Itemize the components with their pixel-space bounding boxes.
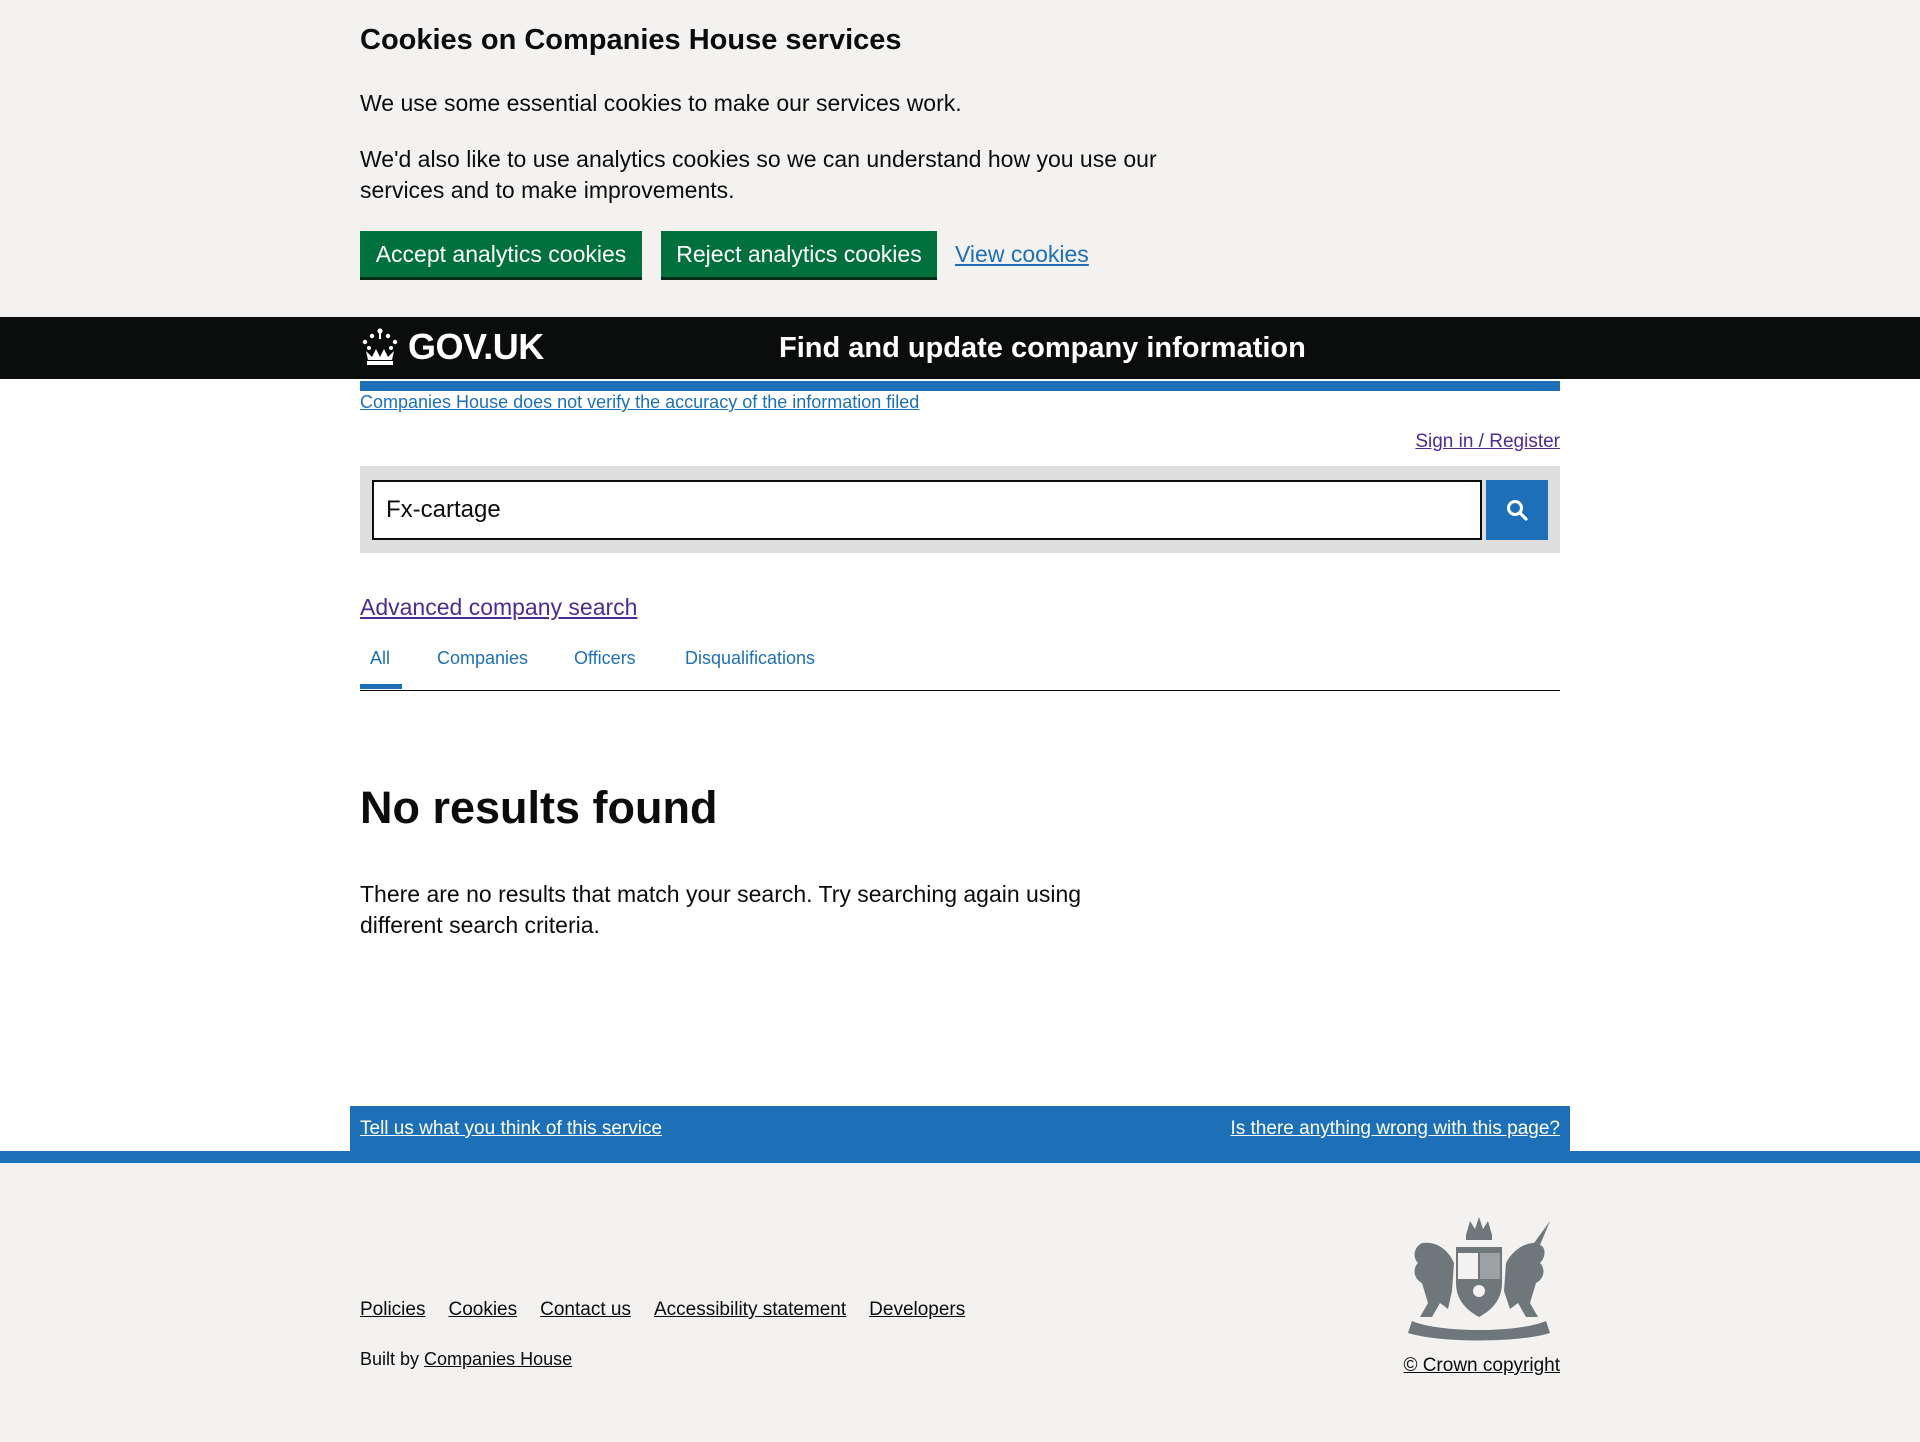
site-footer bbox=[0, 1163, 1920, 1442]
search-input[interactable] bbox=[372, 480, 1482, 540]
accuracy-disclaimer-link[interactable]: Companies House does not verify the accuracy of the information filed bbox=[360, 392, 920, 412]
tab-companies[interactable]: Companies bbox=[437, 648, 529, 668]
sign-in-register-link[interactable]: Sign in / Register bbox=[1415, 431, 1560, 452]
service-name-link[interactable]: Find and update company information bbox=[779, 332, 1306, 364]
footer-link-contact-us[interactable]: Contact us bbox=[540, 1299, 631, 1320]
crown-icon bbox=[360, 327, 400, 367]
govuk-logo-text: GOV.UK bbox=[408, 326, 544, 367]
royal-crest-icon bbox=[1400, 1213, 1558, 1343]
companies-house-link[interactable]: Companies House bbox=[424, 1349, 573, 1369]
feedback-bar bbox=[350, 1106, 1570, 1151]
search-results-tabs bbox=[360, 640, 1560, 691]
active-tab-indicator bbox=[360, 684, 402, 689]
search-icon bbox=[1505, 498, 1529, 522]
footer-link-accessibility-statement[interactable]: Accessibility statement bbox=[653, 1299, 847, 1320]
cookie-banner-text-essential: We use some essential cookies to make our services work. bbox=[360, 90, 962, 116]
footer-top-border bbox=[0, 1151, 1920, 1163]
search-container bbox=[360, 466, 1560, 553]
built-by bbox=[360, 1349, 572, 1370]
service-feedback-link[interactable]: Tell us what you think of this service bbox=[360, 1118, 663, 1139]
view-cookies-link[interactable]: View cookies bbox=[955, 241, 1089, 267]
search-button[interactable] bbox=[1486, 480, 1548, 540]
site-header bbox=[0, 317, 1920, 379]
cookie-banner-text-analytics: We'd also like to use analytics cookies so we can understand how you use our services and to make improvements. bbox=[360, 146, 1157, 203]
footer-link-policies[interactable]: Policies bbox=[360, 1299, 426, 1320]
footer-links bbox=[360, 1299, 988, 1321]
tab-all[interactable]: All bbox=[370, 648, 391, 668]
cookie-banner-title: Cookies on Companies House services bbox=[360, 24, 902, 56]
footer-link-developers[interactable]: Developers bbox=[869, 1299, 966, 1320]
header-blue-bar bbox=[360, 381, 1560, 391]
tab-disqualifications[interactable]: Disqualifications bbox=[685, 648, 816, 668]
footer-link-cookies[interactable]: Cookies bbox=[448, 1299, 518, 1320]
crown-copyright-link[interactable]: © Crown copyright bbox=[1403, 1355, 1560, 1376]
advanced-company-search-link[interactable]: Advanced company search bbox=[360, 594, 638, 620]
report-problem-link[interactable]: Is there anything wrong with this page? bbox=[1230, 1118, 1560, 1139]
govuk-logo-link[interactable] bbox=[360, 325, 544, 369]
built-by-prefix: Built by bbox=[360, 1349, 425, 1369]
accept-analytics-cookies-button[interactable]: Accept analytics cookies bbox=[360, 231, 642, 277]
reject-analytics-cookies-button[interactable]: Reject analytics cookies bbox=[661, 231, 937, 277]
no-results-heading: No results found bbox=[360, 782, 718, 833]
no-results-message: There are no results that match your search. Try searching again using different search criteria. bbox=[360, 881, 1082, 938]
tab-officers[interactable]: Officers bbox=[574, 648, 636, 668]
cookie-banner bbox=[0, 0, 1920, 317]
